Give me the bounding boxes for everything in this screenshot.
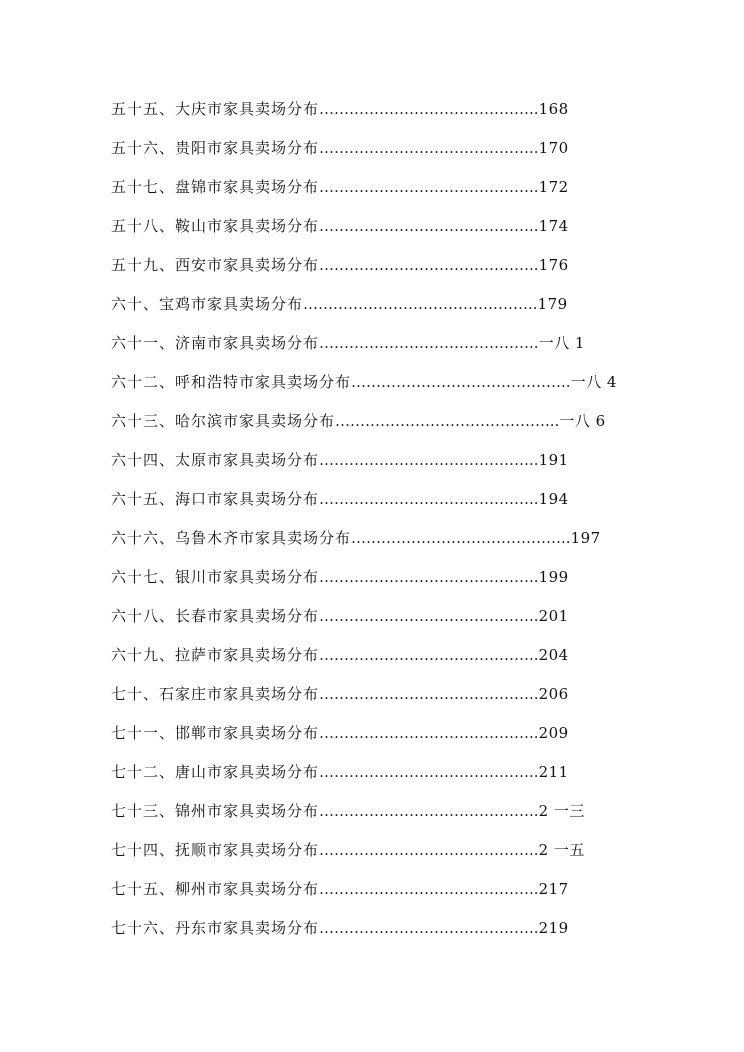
toc-entry[interactable] [111,871,671,910]
toc-entry-title: 六十五、海口市家具卖场分布 [111,490,320,508]
toc-entry-leader: …………………………………….. [319,568,539,586]
toc-entry-title: 六十八、长春市家具卖场分布 [111,607,320,625]
table-of-contents [111,91,671,949]
toc-entry-title: 七十六、丹东市家具卖场分布 [111,919,320,937]
toc-entry[interactable] [111,169,671,208]
toc-entry-page: 211 [538,763,569,781]
toc-entry-title: 七十三、锦州市家具卖场分布 [111,802,320,820]
toc-entry-page: 174 [538,217,569,235]
toc-entry-leader: …………………………………….. [319,334,539,352]
toc-entry-leader: …………………………………….. [319,802,539,820]
toc-entry-title: 六十七、银川市家具卖场分布 [111,568,320,586]
toc-entry-leader: …………………………………….. [319,100,539,118]
toc-entry-title: 六十六、乌鲁木齐市家具卖场分布 [111,529,352,547]
toc-entry-leader: ……………………………………….. [303,295,538,313]
toc-entry[interactable] [111,793,671,832]
toc-entry[interactable] [111,754,671,793]
toc-entry-leader: …………………………………….. [319,841,539,859]
toc-entry-page: 217 [538,880,569,898]
toc-entry[interactable] [111,325,671,364]
toc-entry-leader: …………………………………….. [319,763,539,781]
toc-entry-page: 194 [538,490,569,508]
toc-entry[interactable] [111,520,671,559]
toc-entry-leader: …………………………………….. [319,685,539,703]
toc-entry-leader: …………………………………….. [319,646,539,664]
toc-entry-title: 五十九、西安市家具卖场分布 [111,256,320,274]
toc-entry-leader: …………………………………….. [319,451,539,469]
toc-entry-title: 六十九、拉萨市家具卖场分布 [111,646,320,664]
toc-entry[interactable] [111,91,671,130]
toc-entry-title: 七十二、唐山市家具卖场分布 [111,763,320,781]
toc-entry-page: 170 [538,139,569,157]
toc-entry-leader: …………………………………….. [319,607,539,625]
toc-entry-leader: …………………………………….. [319,217,539,235]
toc-entry-title: 七十四、抚顺市家具卖场分布 [111,841,320,859]
toc-entry-page: 191 [538,451,569,469]
toc-entry-leader: …………………………………….. [351,373,571,391]
toc-entry-page: 2 一五 [538,841,585,859]
toc-entry[interactable] [111,715,671,754]
toc-entry[interactable] [111,676,671,715]
toc-entry-title: 五十五、大庆市家具卖场分布 [111,100,320,118]
toc-entry-page: 179 [537,295,568,313]
toc-entry-leader: …………………………………….. [319,880,539,898]
toc-entry[interactable] [111,832,671,871]
toc-entry[interactable] [111,598,671,637]
toc-entry-page: 176 [538,256,569,274]
toc-entry[interactable] [111,481,671,520]
toc-entry-title: 七十五、柳州市家具卖场分布 [111,880,320,898]
toc-entry-page: 2 一三 [538,802,585,820]
toc-entry-leader: …………………………………….. [351,529,571,547]
toc-entry-leader: …………………………………….. [319,256,539,274]
toc-entry-page: 一八 6 [559,412,606,430]
toc-entry-page: 197 [570,529,601,547]
toc-entry-page: 201 [538,607,569,625]
toc-entry-title: 五十六、贵阳市家具卖场分布 [111,139,320,157]
toc-entry-leader: ……………………………………... [335,412,560,430]
toc-entry-title: 六十四、太原市家具卖场分布 [111,451,320,469]
toc-entry-page: 168 [538,100,569,118]
toc-entry[interactable] [111,364,671,403]
toc-entry-title: 五十七、盘锦市家具卖场分布 [111,178,320,196]
toc-entry-leader: …………………………………….. [319,490,539,508]
toc-entry-leader: …………………………………….. [319,919,539,937]
toc-entry-title: 七十一、邯郸市家具卖场分布 [111,724,320,742]
toc-entry-leader: …………………………………….. [319,139,539,157]
toc-entry-title: 六十、宝鸡市家具卖场分布 [111,295,304,313]
toc-entry-page: 219 [538,919,569,937]
toc-entry-leader: …………………………………….. [319,178,539,196]
toc-entry[interactable] [111,247,671,286]
toc-entry-page: 172 [538,178,569,196]
toc-entry-page: 一八 4 [570,373,617,391]
toc-entry[interactable] [111,130,671,169]
toc-entry[interactable] [111,442,671,481]
toc-entry-page: 206 [538,685,569,703]
toc-entry-title: 六十二、呼和浩特市家具卖场分布 [111,373,352,391]
toc-entry-page: 209 [538,724,569,742]
toc-entry-title: 五十八、鞍山市家具卖场分布 [111,217,320,235]
toc-entry-page: 一八 1 [538,334,585,352]
toc-entry[interactable] [111,208,671,247]
toc-entry-leader: …………………………………….. [319,724,539,742]
toc-entry-page: 204 [538,646,569,664]
toc-entry[interactable] [111,910,671,949]
toc-entry-page: 199 [538,568,569,586]
toc-entry-title: 六十一、济南市家具卖场分布 [111,334,320,352]
toc-entry[interactable] [111,286,671,325]
toc-entry-title: 六十三、哈尔滨市家具卖场分布 [111,412,336,430]
toc-entry[interactable] [111,559,671,598]
toc-entry[interactable] [111,637,671,676]
toc-entry[interactable] [111,403,671,442]
toc-entry-title: 七十、石家庄市家具卖场分布 [111,685,320,703]
